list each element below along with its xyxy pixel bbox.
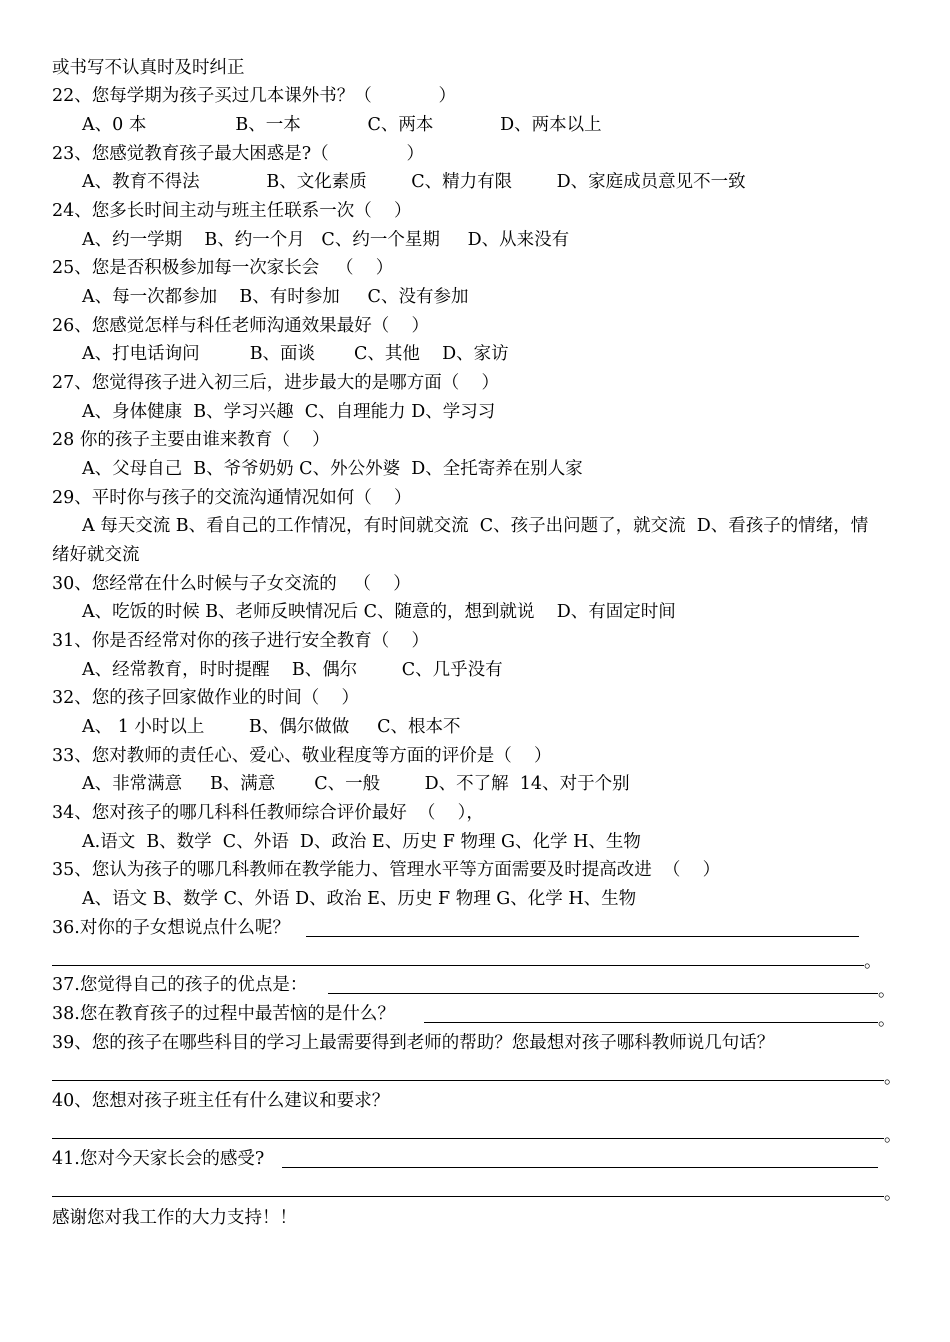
options-34: A.语文 B、数学 C、外语 D、政治 E、历史 F 物理 G、化学 H、生物 <box>82 832 641 852</box>
closing-thanks: 感谢您对我工作的大力支持！！ <box>52 1208 297 1228</box>
period-mark: 。 <box>884 1184 902 1204</box>
options-31: A、经常教育，时时提醒 B、偶尔 C、几乎没有 <box>82 660 503 680</box>
answer-39-line[interactable] <box>52 1080 884 1081</box>
question-27: 27、您觉得孩子进入初三后，进步最大的是哪方面（ ） <box>52 373 500 393</box>
answer-38-line[interactable] <box>424 1022 878 1023</box>
options-24: A、约一学期 B、约一个月 C、约一个星期 D、从来没有 <box>82 230 570 250</box>
period-mark: 。 <box>884 1126 902 1146</box>
period-mark: 。 <box>864 952 882 972</box>
question-39: 39、您的孩子在哪些科目的学习上最需要得到老师的帮助？您最想对孩子哪科教师说几句话？ <box>52 1033 775 1053</box>
question-34: 34、您对孩子的哪几科科任教师综合评价最好 （ ）， <box>52 803 484 823</box>
options-25: A、每一次都参加 B、有时参加 C、没有参加 <box>82 287 469 307</box>
options-28: A、父母自己 B、爷爷奶奶 C、外公外婆 D、全托寄养在别人家 <box>82 459 583 479</box>
question-32: 32、您的孩子回家做作业的时间（ ） <box>52 688 360 708</box>
question-35: 35、您认为孩子的哪几科教师在教学能力、管理水平等方面需要及时提高改进 （ ） <box>52 860 721 880</box>
options-29-cont: 绪好就交流 <box>52 545 140 565</box>
question-26: 26、您感觉怎样与科任老师沟通效果最好（ ） <box>52 316 430 336</box>
options-32: A、 1 小时以上 B、偶尔做做 C、根本不 <box>82 717 461 737</box>
question-37: 37.您觉得自己的孩子的优点是： <box>52 975 308 995</box>
options-22: A、0 本 B、一本 C、两本 D、两本以上 <box>82 115 602 135</box>
question-41: 41.您对今天家长会的感受? <box>52 1149 265 1169</box>
question-25: 25、您是否积极参加每一次家长会 （ ） <box>52 258 394 278</box>
question-24: 24、您多长时间主动与班主任联系一次（ ） <box>52 201 412 221</box>
question-31: 31、你是否经常对你的孩子进行安全教育（ ） <box>52 631 430 651</box>
options-29: A 每天交流 B、看自己的工作情况，有时间就交流 C、孩子出问题了，就交流 D、看孩子的情绪，情 <box>82 516 869 536</box>
question-38: 38.您在教育孩子的过程中最苦恼的是什么？ <box>52 1004 395 1024</box>
question-33: 33、您对教师的责任心、爱心、敬业程度等方面的评价是（ ） <box>52 746 552 766</box>
question-40: 40、您想对孩子班主任有什么建议和要求？ <box>52 1091 390 1111</box>
answer-41-line-1[interactable] <box>282 1167 878 1168</box>
options-27: A、身体健康 B、学习兴趣 C、自理能力 D、学习习 <box>82 402 496 422</box>
answer-40-line[interactable] <box>52 1138 884 1139</box>
question-22: 22、您每学期为孩子买过几本课外书？（ ） <box>52 86 457 106</box>
answer-37-line[interactable] <box>328 993 878 994</box>
question-28: 28 你的孩子主要由谁来教育（ ） <box>52 430 330 450</box>
answer-36-line-2[interactable] <box>52 965 864 966</box>
question-30: 30、您经常在什么时候与子女交流的 （ ） <box>52 574 411 594</box>
period-mark: 。 <box>884 1068 902 1088</box>
options-35: A、语文 B、数学 C、外语 D、政治 E、历史 F 物理 G、化学 H、生物 <box>82 889 637 909</box>
options-33: A、非常满意 B、满意 C、一般 D、不了解 14、对于个别 <box>82 774 630 794</box>
question-36: 36.对你的子女想说点什么呢？ <box>52 918 290 938</box>
options-26: A、打电话询问 B、面谈 C、其他 D、家访 <box>82 344 509 364</box>
question-23: 23、您感觉教育孩子最大困惑是?（ ） <box>52 144 425 164</box>
answer-41-line-2[interactable] <box>52 1196 884 1197</box>
period-mark: 。 <box>878 981 896 1001</box>
options-23: A、教育不得法 B、文化素质 C、精力有限 D、家庭成员意见不一致 <box>82 172 746 192</box>
answer-36-line-1[interactable] <box>306 936 859 937</box>
period-mark: 。 <box>878 1010 896 1030</box>
question-29: 29、平时你与孩子的交流沟通情况如何（ ） <box>52 488 412 508</box>
options-30: A、吃饭的时候 B、老师反映情况后 C、随意的，想到就说 D、有固定时间 <box>82 602 676 622</box>
text-line: 或书写不认真时及时纠正 <box>52 58 245 78</box>
